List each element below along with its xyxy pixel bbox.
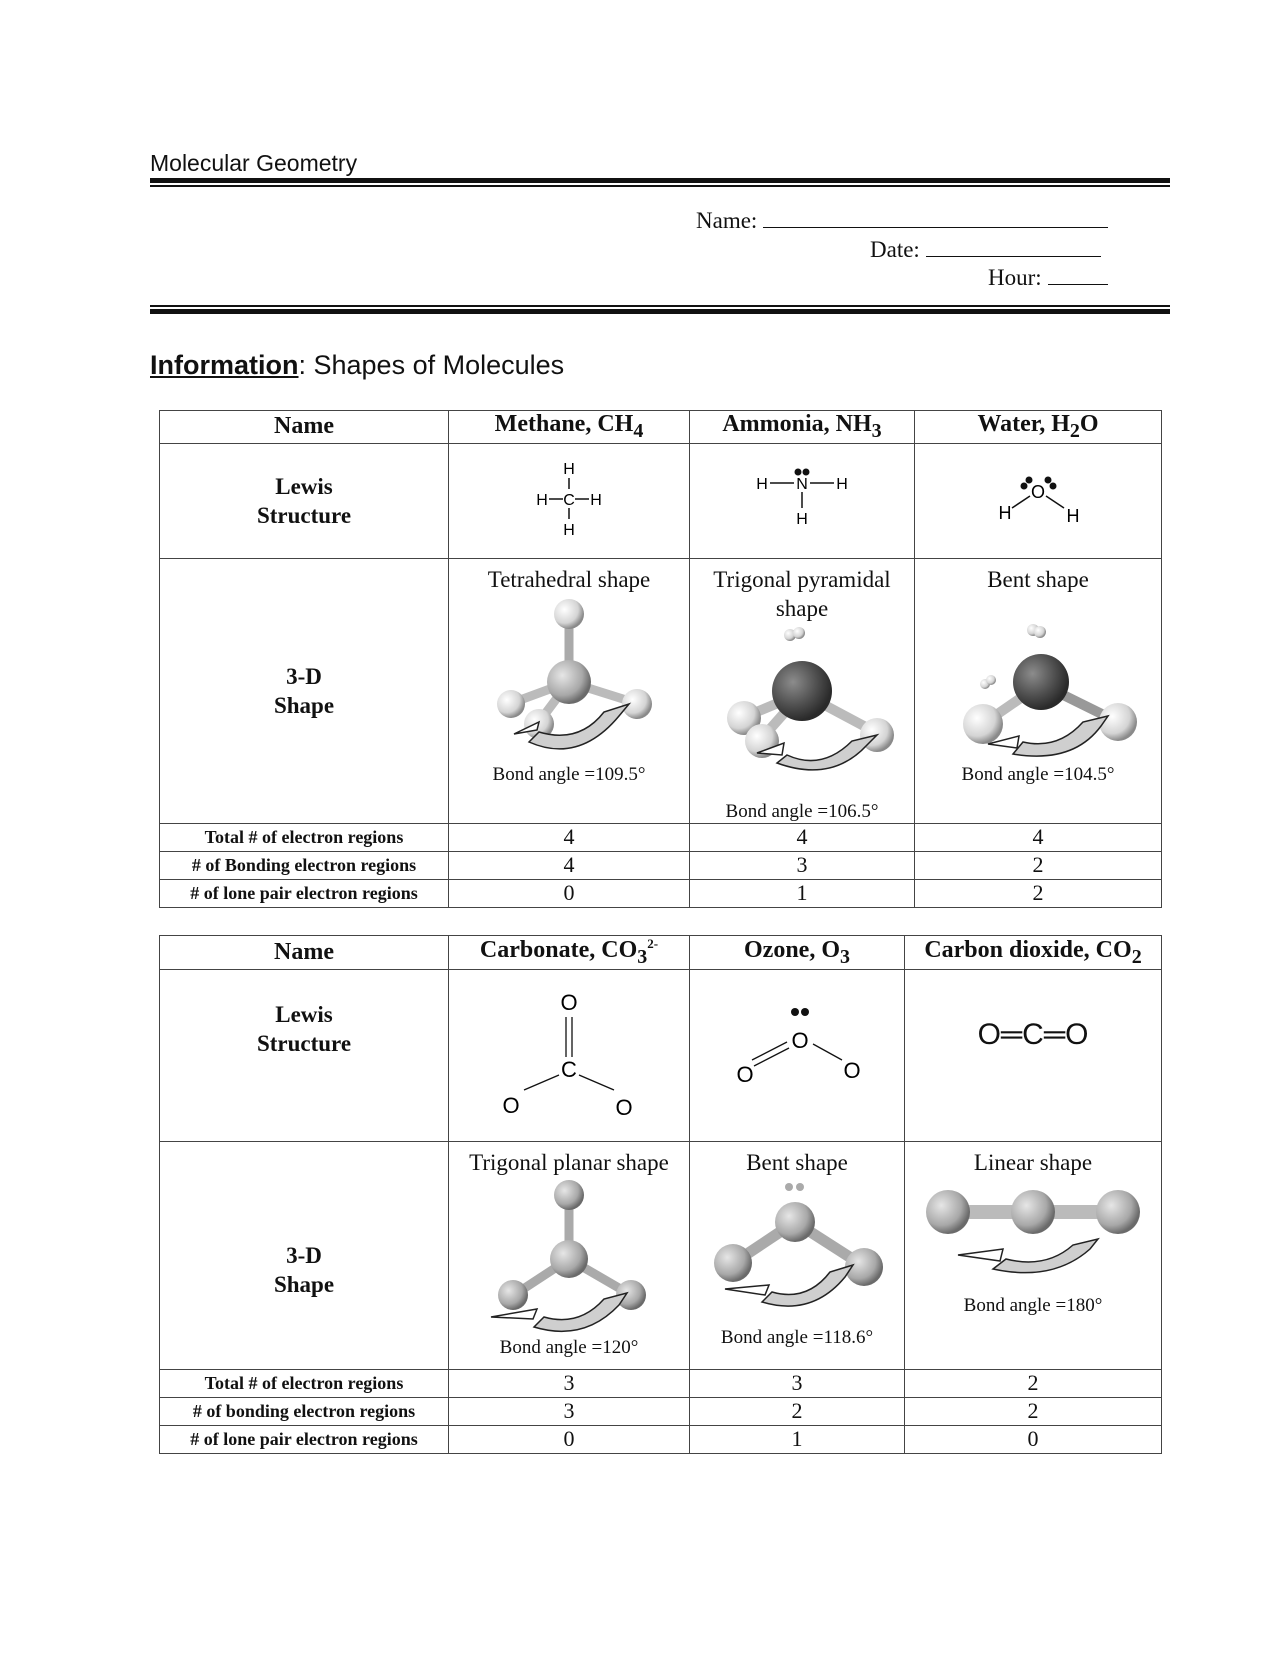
bond-angle: Bond angle =120°	[499, 1336, 639, 1358]
row-label-shape: 3-D Shape	[160, 1141, 449, 1369]
heading-rest: : Shapes of Molecules	[298, 350, 565, 380]
total-value: 3	[690, 1369, 905, 1397]
header-rule-top-thin	[150, 185, 1170, 187]
carbonate-lewis-drawing	[489, 975, 649, 1135]
bonding-regions-row	[160, 1397, 1162, 1425]
bonding-value: 2	[915, 851, 1162, 879]
co2-lewis-formula: O═C═O	[977, 1017, 1089, 1051]
co2-3d-model	[918, 1177, 1148, 1287]
name-field[interactable]	[696, 205, 1108, 234]
shape-name: Tetrahedral shape	[487, 566, 651, 592]
row-label-bonding: # of bonding electron regions	[160, 1397, 449, 1425]
shape-cell-ozone	[690, 1141, 905, 1369]
shape-name: Bent shape	[987, 566, 1089, 592]
atom-label: H	[998, 502, 1012, 523]
ozone-lewis-drawing	[717, 990, 877, 1120]
atom-label: O	[502, 1093, 520, 1119]
total-value: 4	[449, 823, 690, 851]
shape-name: Trigonal planar shape	[469, 1149, 669, 1175]
lone-value: 0	[449, 1425, 690, 1453]
hour-field[interactable]	[988, 262, 1108, 291]
atom-label: H	[836, 475, 848, 493]
shape-cell-water	[915, 558, 1162, 823]
atom-label: O	[843, 1058, 861, 1084]
atom-label: C	[563, 491, 575, 509]
bond-angle: Bond angle =104.5°	[961, 763, 1115, 785]
bond-angle: Bond angle =109.5°	[492, 763, 646, 785]
total-value: 4	[690, 823, 915, 851]
lewis-structure-carbon-dioxide	[905, 969, 1162, 1141]
bonding-value: 3	[449, 1397, 690, 1425]
lewis-row	[160, 969, 1162, 1141]
atom-label: O	[615, 1095, 633, 1121]
atom-label: H	[756, 475, 768, 493]
bonding-value: 2	[905, 1397, 1162, 1425]
header-rule-bottom	[150, 309, 1170, 314]
date-field[interactable]	[870, 234, 1101, 263]
hour-blank[interactable]	[1048, 262, 1108, 285]
name-blank[interactable]	[763, 205, 1108, 228]
molecule-name: Carbonate, $CO_3^{2-}$	[449, 936, 690, 970]
lewis-structure-ammonia	[690, 443, 915, 558]
atom-label: H	[590, 491, 602, 509]
shape-cell-ammonia	[690, 558, 915, 823]
bonding-value: 4	[449, 851, 690, 879]
atom-label: O	[736, 1062, 754, 1088]
row-label-name: Name	[160, 411, 449, 444]
lone-pair-regions-row	[160, 1425, 1162, 1453]
bonding-value: 2	[690, 1397, 905, 1425]
lone-value: 2	[915, 879, 1162, 907]
lewis-structure-methane	[449, 443, 690, 558]
shape-name: Trigonal pyramidal shape	[713, 566, 891, 621]
row-label-lewis: Lewis Structure	[160, 443, 449, 558]
atom-label: O	[560, 990, 578, 1016]
lewis-structure-water	[915, 443, 1162, 558]
methane-3d-model	[469, 594, 669, 764]
row-label-total: Total # of electron regions	[160, 823, 449, 851]
total-regions-row	[160, 823, 1162, 851]
ammonia-lewis-drawing	[742, 456, 862, 546]
date-blank[interactable]	[926, 234, 1101, 257]
total-regions-row	[160, 1369, 1162, 1397]
row-label-lone: # of lone pair electron regions	[160, 1425, 449, 1453]
molecule-name: Ozone, $O_3$	[690, 936, 905, 970]
hour-label: Hour:	[988, 265, 1042, 290]
bond-angle: Bond angle =118.6°	[720, 1326, 874, 1348]
lone-value: 1	[690, 879, 915, 907]
total-value: 3	[449, 1369, 690, 1397]
document-title: Molecular Geometry	[150, 150, 358, 176]
shapes-table-2	[159, 935, 1162, 1454]
bond-angle: Bond angle =106.5°	[725, 800, 879, 822]
water-3d-model	[933, 594, 1143, 764]
atom-label: H	[536, 491, 548, 509]
atom-label: C	[561, 1057, 577, 1083]
lone-value: 0	[905, 1425, 1162, 1453]
lewis-structure-ozone	[690, 969, 905, 1141]
atom-label: O	[1030, 481, 1046, 502]
shape-name: Bent shape	[746, 1149, 848, 1175]
shapes-table-1	[159, 410, 1162, 908]
lone-value: 1	[690, 1425, 905, 1453]
lewis-row	[160, 443, 1162, 558]
date-label: Date:	[870, 237, 920, 262]
ammonia-3d-model	[702, 623, 902, 793]
molecule-name: Ammonia, $NH_3$	[690, 411, 915, 444]
shape-cell-methane	[449, 558, 690, 823]
section-heading	[150, 350, 564, 381]
header-rule-top	[150, 178, 1170, 183]
shape-row	[160, 1141, 1162, 1369]
molecule-name: Water, $H_2O$	[915, 411, 1162, 444]
row-label-lewis: Lewis Structure	[160, 969, 449, 1141]
name-row	[160, 411, 1162, 444]
lone-value: 0	[449, 879, 690, 907]
atom-label: H	[1066, 505, 1080, 526]
methane-lewis-drawing	[509, 456, 629, 546]
ozone-3d-model	[697, 1177, 897, 1327]
atom-label: H	[796, 510, 808, 528]
molecule-name: Carbon dioxide, $CO_2$	[905, 936, 1162, 970]
bond-angle: Bond angle =180°	[963, 1294, 1103, 1316]
atom-label: N	[796, 475, 808, 493]
total-value: 2	[905, 1369, 1162, 1397]
water-lewis-drawing	[978, 456, 1098, 546]
shape-cell-carbonate	[449, 1141, 690, 1369]
row-label-name: Name	[160, 936, 449, 970]
row-label-total: Total # of electron regions	[160, 1369, 449, 1397]
carbonate-3d-model	[469, 1177, 669, 1337]
lone-pair-regions-row	[160, 879, 1162, 907]
total-value: 4	[915, 823, 1162, 851]
lewis-structure-carbonate	[449, 969, 690, 1141]
atom-label: H	[563, 460, 575, 478]
atom-label: O	[791, 1028, 809, 1054]
row-label-shape: 3-D Shape	[160, 558, 449, 823]
heading-underlined: Information	[150, 350, 299, 380]
name-label: Name:	[696, 208, 758, 233]
row-label-bonding: # of Bonding electron regions	[160, 851, 449, 879]
molecule-name: Methane, $CH_4$	[449, 411, 690, 444]
row-label-lone: # of lone pair electron regions	[160, 879, 449, 907]
header-rule-bottom-thin	[150, 305, 1170, 307]
shape-row	[160, 558, 1162, 823]
atom-label: H	[563, 521, 575, 539]
shape-cell-carbon-dioxide	[905, 1141, 1162, 1369]
name-row	[160, 936, 1162, 970]
shape-name: Linear shape	[973, 1149, 1093, 1175]
bonding-regions-row	[160, 851, 1162, 879]
bonding-value: 3	[690, 851, 915, 879]
